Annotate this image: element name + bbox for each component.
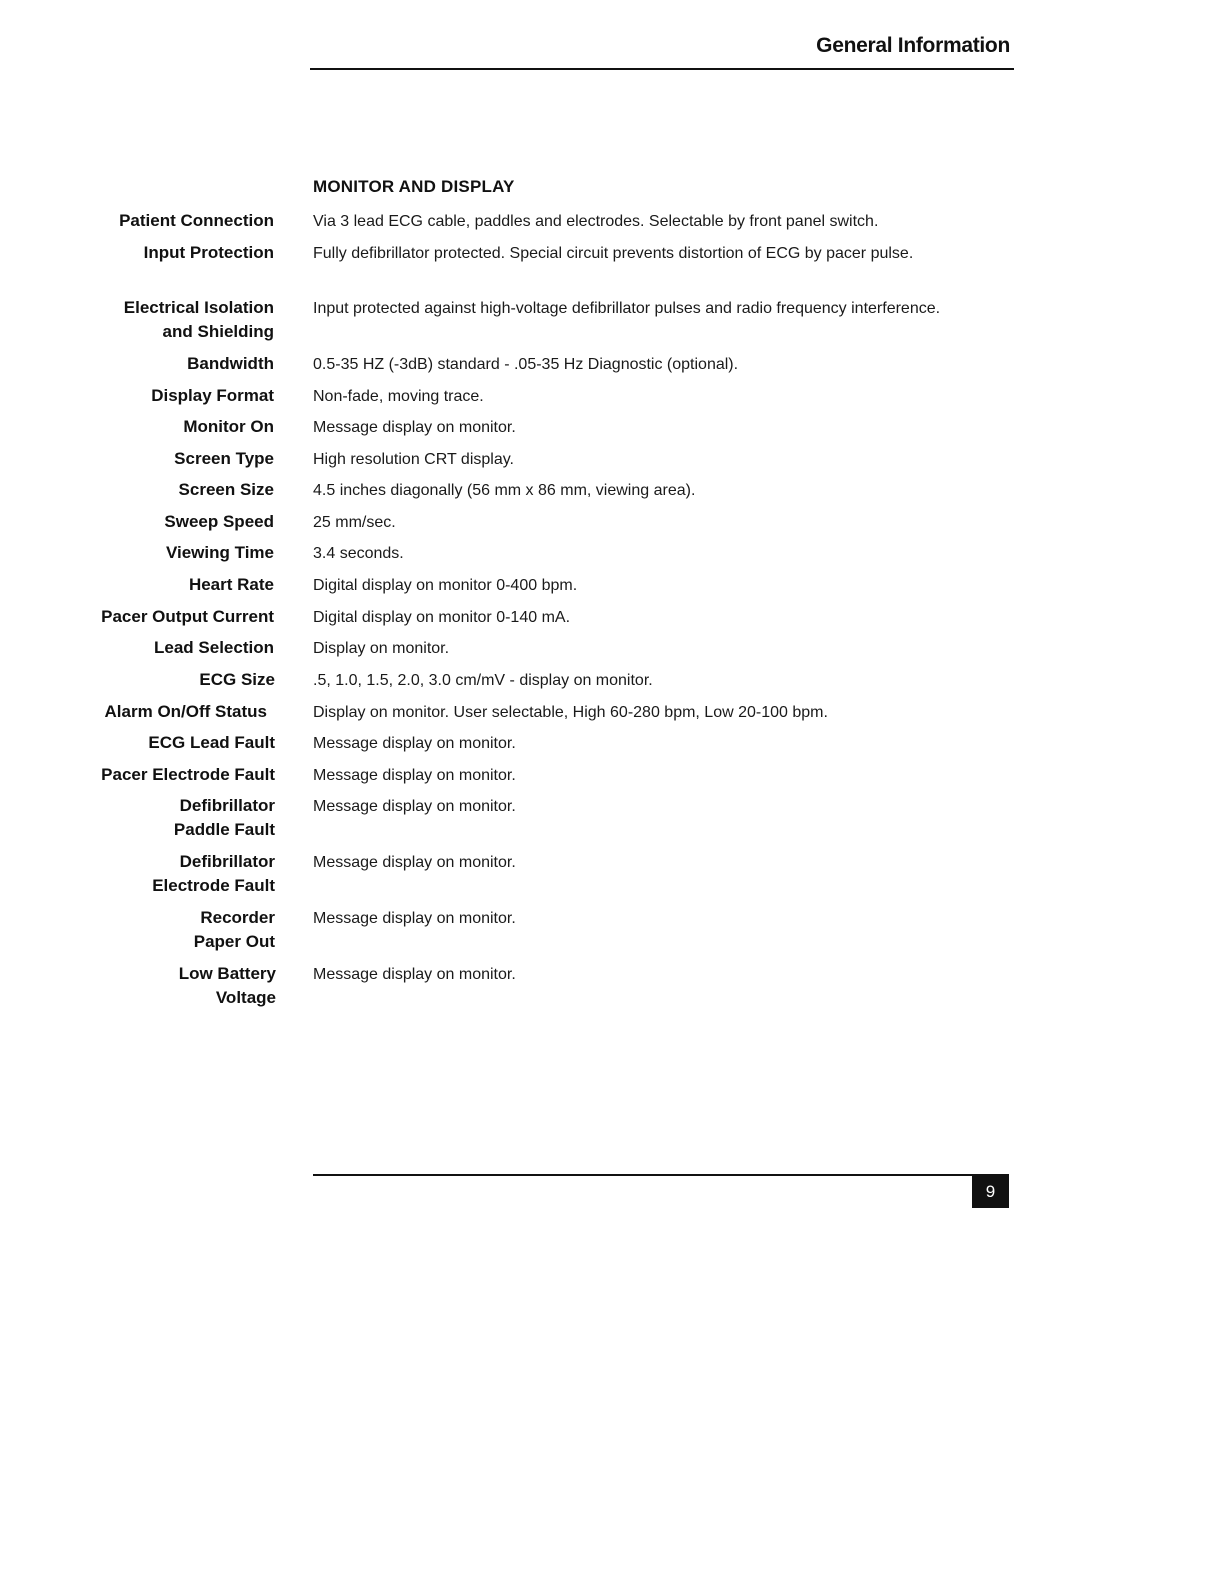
spec-label: Screen Size bbox=[178, 480, 274, 499]
spec-label: Defibrillator Electrode Fault bbox=[152, 852, 275, 895]
spec-label: Lead Selection bbox=[154, 638, 274, 657]
spec-label: Alarm On/Off Status bbox=[104, 702, 267, 721]
spec-label: Bandwidth bbox=[187, 354, 274, 373]
spec-value: Display on monitor. User selectable, High 60-280 bpm, Low 20-100 bpm. bbox=[313, 704, 828, 721]
spec-label: Heart Rate bbox=[188, 575, 274, 594]
spec-value: 4.5 inches diagonally (56 mm x 86 mm, viewing area). bbox=[313, 482, 696, 499]
spec-label: Screen Type bbox=[174, 449, 274, 468]
spec-value: Input protected against high-voltage defibrillator pulses and radio frequency interference. bbox=[313, 300, 941, 317]
spec-value: Message display on monitor. bbox=[313, 966, 516, 983]
spec-value: Message display on monitor. bbox=[313, 854, 516, 871]
page-number: 9 bbox=[972, 1175, 1009, 1208]
spec-label: Defibrillator Paddle Fault bbox=[173, 796, 275, 839]
spec-label: Monitor On bbox=[183, 417, 274, 436]
spec-value: Display on monitor. bbox=[313, 640, 450, 657]
spec-label: Low Battery Voltage bbox=[178, 964, 276, 1007]
spec-value: Message display on monitor. bbox=[313, 419, 516, 436]
spec-label: Display Format bbox=[151, 386, 274, 405]
spec-value: Digital display on monitor 0-140 mA. bbox=[313, 609, 571, 626]
spec-value: High resolution CRT display. bbox=[313, 451, 514, 468]
spec-value: Message display on monitor. bbox=[313, 910, 516, 927]
spec-value: Non-fade, moving trace. bbox=[313, 388, 484, 405]
spec-label: ECG Size bbox=[199, 670, 275, 689]
section-title: MONITOR AND DISPLAY bbox=[313, 177, 515, 196]
spec-label: Electrical Isolation and Shielding bbox=[123, 298, 274, 341]
spec-value: 25 mm/sec. bbox=[313, 514, 396, 531]
spec-label: Pacer Output Current bbox=[101, 607, 274, 626]
spec-value: Message display on monitor. bbox=[313, 767, 516, 784]
spec-value: Message display on monitor. bbox=[313, 735, 516, 752]
spec-label: Viewing Time bbox=[165, 543, 274, 562]
spec-value: .5, 1.0, 1.5, 2.0, 3.0 cm/mV - display on monitor. bbox=[313, 672, 653, 689]
spec-label: Recorder Paper Out bbox=[193, 908, 275, 951]
spec-value: Fully defibrillator protected. Special circuit prevents distortion of ECG by pacer pulse. bbox=[313, 245, 914, 262]
spec-label: Pacer Electrode Fault bbox=[101, 765, 275, 784]
footer-rule bbox=[313, 1174, 1009, 1176]
spec-value: 0.5-35 HZ (-3dB) standard - .05-35 Hz Diagnostic (optional). bbox=[313, 356, 739, 373]
spec-label: ECG Lead Fault bbox=[148, 733, 275, 752]
running-header bbox=[310, 32, 1014, 70]
spec-value: Message display on monitor. bbox=[313, 798, 516, 815]
spec-label: Sweep Speed bbox=[164, 512, 274, 531]
spec-value: Digital display on monitor 0-400 bpm. bbox=[313, 577, 578, 594]
spec-value: Via 3 lead ECG cable, paddles and electrodes. Selectable by front panel switch. bbox=[313, 213, 879, 230]
spec-value: 3.4 seconds. bbox=[313, 545, 404, 562]
spec-label: Patient Connection bbox=[119, 211, 274, 230]
running-header-title: General Information bbox=[816, 34, 1010, 57]
spec-label: Input Protection bbox=[143, 243, 274, 262]
